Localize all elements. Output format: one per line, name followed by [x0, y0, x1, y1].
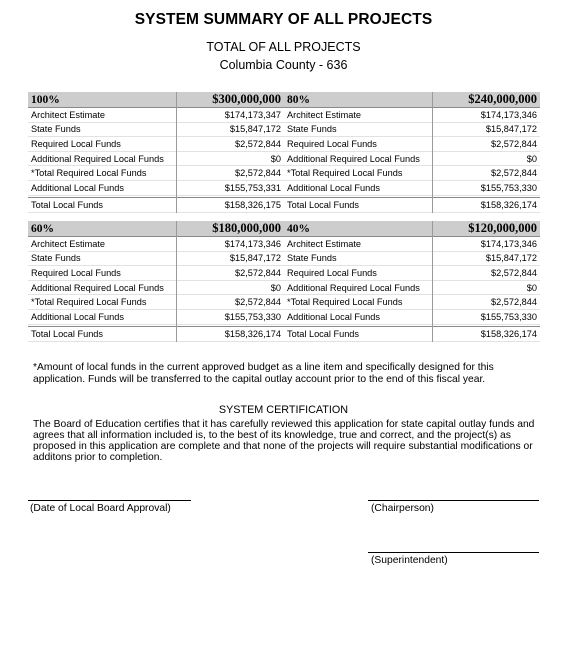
table-row: [284, 266, 540, 281]
column-divider: [176, 221, 177, 342]
row-value: $0: [526, 282, 537, 293]
table-row: [284, 237, 540, 252]
row-label: Additional Required Local Funds: [31, 153, 164, 164]
row-label: *Total Required Local Funds: [31, 297, 147, 308]
total-row: [28, 197, 284, 213]
summary-panel-40: [284, 221, 540, 342]
row-value: $155,753,331: [224, 182, 281, 193]
row-value: $174,173,347: [224, 109, 281, 120]
total-row: [284, 197, 540, 213]
panel-amount: $120,000,000: [468, 221, 537, 235]
row-value: $2,572,844: [491, 168, 537, 179]
row-value: $2,572,844: [491, 267, 537, 278]
row-value: $2,572,844: [235, 297, 281, 308]
row-value: $174,173,346: [480, 109, 537, 120]
table-row: [284, 281, 540, 296]
row-label: Additional Local Funds: [287, 182, 380, 193]
row-label: Additional Local Funds: [287, 311, 380, 322]
row-value: $158,326,174: [224, 328, 281, 339]
summary-panel-100: [28, 92, 284, 213]
panel-amount: $300,000,000: [212, 92, 281, 106]
row-label: State Funds: [287, 253, 337, 264]
total-row: [284, 326, 540, 342]
row-value: $158,326,174: [480, 199, 537, 210]
page-title: SYSTEM SUMMARY OF ALL PROJECTS: [134, 11, 433, 28]
panel-percent: 60%: [31, 222, 54, 235]
table-row: [28, 181, 284, 196]
row-value: $155,753,330: [224, 311, 281, 322]
row-value: $0: [270, 282, 281, 293]
table-row: [284, 137, 540, 152]
row-label: Architect Estimate: [287, 238, 362, 249]
summary-panel-60: [28, 221, 284, 342]
date-signature-line: [28, 500, 191, 501]
superintendent-label: (Superintendent): [371, 555, 448, 566]
panel-header: [28, 221, 284, 237]
summary-panel-80: [284, 92, 540, 213]
row-value: $174,173,346: [224, 238, 281, 249]
table-row: [28, 123, 284, 138]
table-row: [284, 310, 540, 325]
row-label: Additional Required Local Funds: [31, 282, 164, 293]
row-label: Total Local Funds: [287, 199, 360, 210]
row-value: $158,326,174: [480, 328, 537, 339]
table-row: [28, 266, 284, 281]
row-label: Architect Estimate: [287, 109, 362, 120]
row-label: Total Local Funds: [31, 328, 104, 339]
table-row: [28, 281, 284, 296]
row-value: $0: [270, 153, 281, 164]
table-row: [284, 295, 540, 310]
row-label: Total Local Funds: [31, 199, 104, 210]
table-row: [28, 295, 284, 310]
row-value: $158,326,175: [224, 199, 281, 210]
row-value: $155,753,330: [480, 311, 537, 322]
row-value: $155,753,330: [480, 182, 537, 193]
row-label: Additional Local Funds: [31, 311, 124, 322]
row-value: $2,572,844: [235, 138, 281, 149]
certification-heading: SYSTEM CERTIFICATION: [218, 404, 349, 416]
table-row: [28, 137, 284, 152]
table-row: [28, 237, 284, 252]
row-label: Architect Estimate: [31, 238, 106, 249]
date-approval-label: (Date of Local Board Approval): [30, 503, 171, 514]
column-divider: [432, 92, 433, 213]
row-label: *Total Required Local Funds: [287, 168, 403, 179]
chairperson-label: (Chairperson): [371, 503, 434, 514]
row-value: $2,572,844: [235, 267, 281, 278]
table-row: [28, 152, 284, 167]
table-row: [28, 310, 284, 325]
county-label: Columbia County - 636: [219, 58, 348, 72]
row-value: $2,572,844: [491, 138, 537, 149]
table-row: [284, 108, 540, 123]
panel-percent: 100%: [31, 93, 60, 106]
row-value: $0: [526, 153, 537, 164]
column-divider: [432, 221, 433, 342]
row-value: $15,847,172: [229, 124, 281, 135]
table-row: [28, 252, 284, 267]
row-value: $15,847,172: [485, 253, 537, 264]
superintendent-signature-line: [368, 552, 539, 553]
row-value: $2,572,844: [235, 168, 281, 179]
table-row: [284, 252, 540, 267]
panel-header: [284, 221, 540, 237]
panel-amount: $240,000,000: [468, 92, 537, 106]
panel-amount: $180,000,000: [212, 221, 281, 235]
row-label: Additional Required Local Funds: [287, 153, 420, 164]
row-label: Required Local Funds: [31, 138, 121, 149]
row-label: Required Local Funds: [287, 267, 377, 278]
table-row: [284, 123, 540, 138]
row-label: *Total Required Local Funds: [287, 297, 403, 308]
row-label: Required Local Funds: [31, 267, 121, 278]
row-label: State Funds: [287, 124, 337, 135]
panel-header: [28, 92, 284, 108]
row-label: State Funds: [31, 253, 81, 264]
row-value: $15,847,172: [229, 253, 281, 264]
row-label: State Funds: [31, 124, 81, 135]
row-label: Total Local Funds: [287, 328, 360, 339]
page-subtitle: TOTAL OF ALL PROJECTS: [206, 40, 361, 54]
row-label: *Total Required Local Funds: [31, 168, 147, 179]
footnote: *Amount of local funds in the current approved budget as a line item and specifically designed for this application. Funds will be transferred to the capital outlay account prior to the end of this fiscal year.: [33, 362, 494, 385]
row-value: $174,173,346: [480, 238, 537, 249]
table-row: [284, 181, 540, 196]
certification-body: The Board of Education certifies that it has carefully reviewed this application for state capital outlay funds and agrees that all information included is, to the best of its knowledge, true and correct, and the project(s) as proposed in this application are complete and that none of the projects will require substantial modifications or additons prior to completion.: [33, 419, 535, 463]
row-value: $2,572,844: [491, 297, 537, 308]
panel-header: [284, 92, 540, 108]
total-row: [28, 326, 284, 342]
table-row: [284, 152, 540, 167]
table-row: [28, 108, 284, 123]
panel-percent: 40%: [287, 222, 310, 235]
row-label: Additional Required Local Funds: [287, 282, 420, 293]
row-label: Architect Estimate: [31, 109, 106, 120]
chairperson-signature-line: [368, 500, 539, 501]
panel-percent: 80%: [287, 93, 310, 106]
table-row: [28, 166, 284, 181]
row-label: Additional Local Funds: [31, 182, 124, 193]
table-row: [284, 166, 540, 181]
column-divider: [176, 92, 177, 213]
row-label: Required Local Funds: [287, 138, 377, 149]
row-value: $15,847,172: [485, 124, 537, 135]
